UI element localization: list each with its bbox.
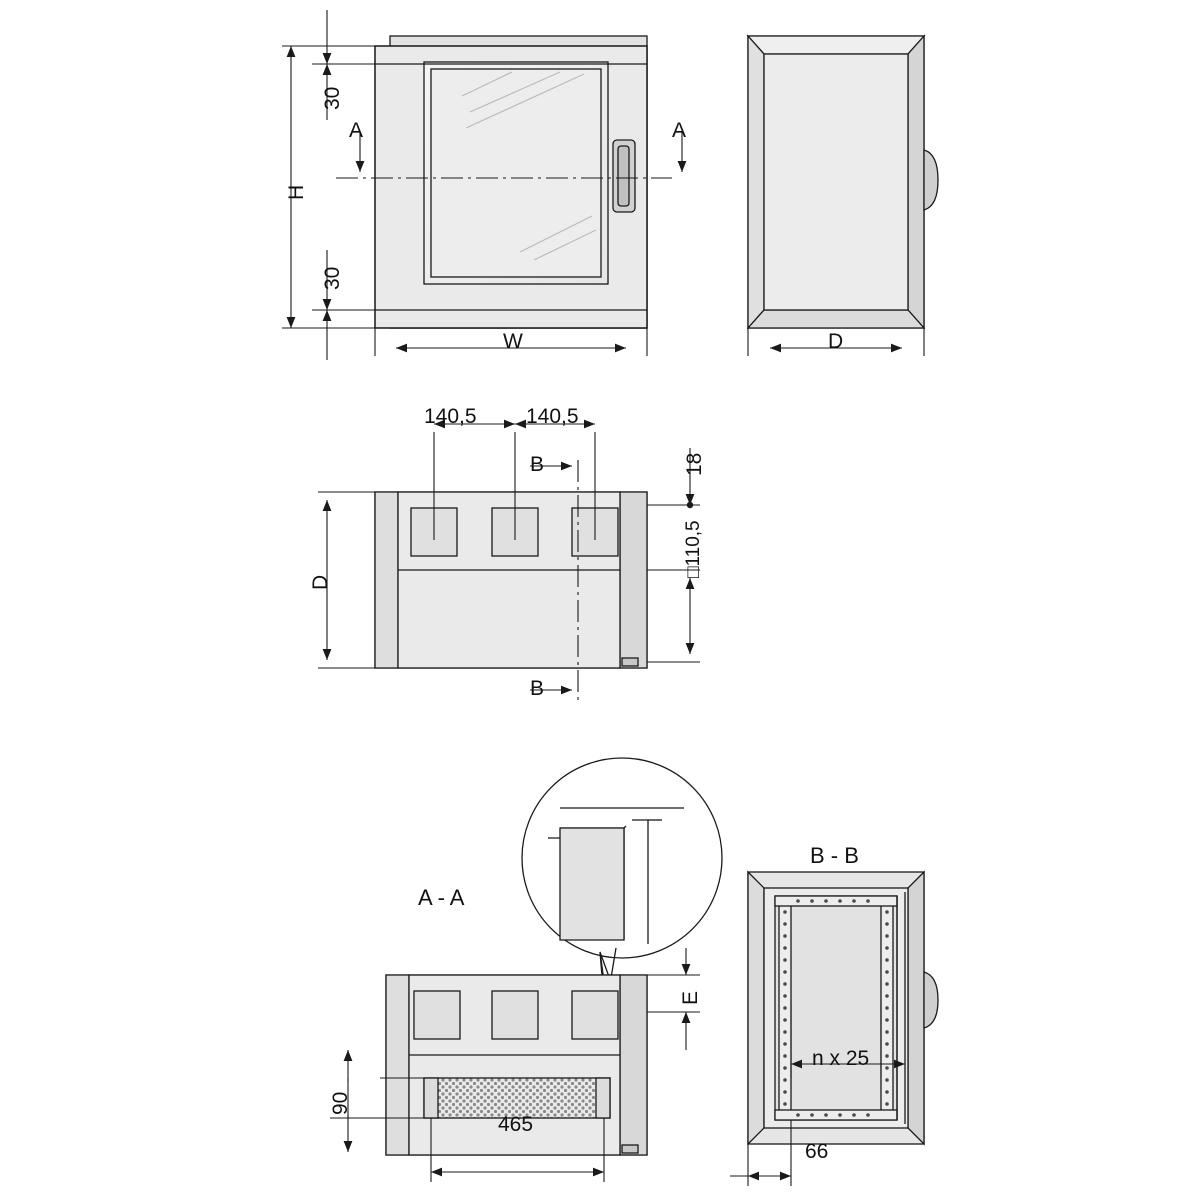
front-view-geometry [375,36,647,328]
top-cutout-size-label: □110,5 [683,520,704,578]
top-depth-label: D [309,574,332,590]
side-depth-label: D [828,330,844,353]
section-aa-e-label: E [679,990,702,1005]
top-edge-offset-label: 18 [683,452,706,476]
front-width-label: W [503,330,523,353]
top-spacing-left-label: 140,5 [424,405,477,428]
section-aa-90-label: 90 [329,1091,352,1115]
top-spacing-right-label: 140,5 [526,405,579,428]
section-bb-66-label: 66 [805,1140,829,1163]
section-aa-title: A - A [418,885,465,910]
front-bottom-offset-label: 30 [321,266,344,290]
section-marker-a-right: A [672,119,687,142]
section-bb-title: B - B [810,843,859,868]
section-bb-pitch-label: n x 25 [812,1047,870,1070]
section-marker-b-top: B [530,453,545,476]
detail-circle [522,758,722,1000]
section-marker-b-bottom: B [530,677,545,700]
section-bb-geometry [748,872,938,1144]
front-top-offset-label: 30 [321,86,344,110]
side-view-geometry [748,36,938,328]
section-marker-a-left: A [349,119,364,142]
top-view-geometry [375,492,647,668]
section-aa-465-label: 465 [498,1113,534,1136]
front-height-label: H [285,184,308,200]
